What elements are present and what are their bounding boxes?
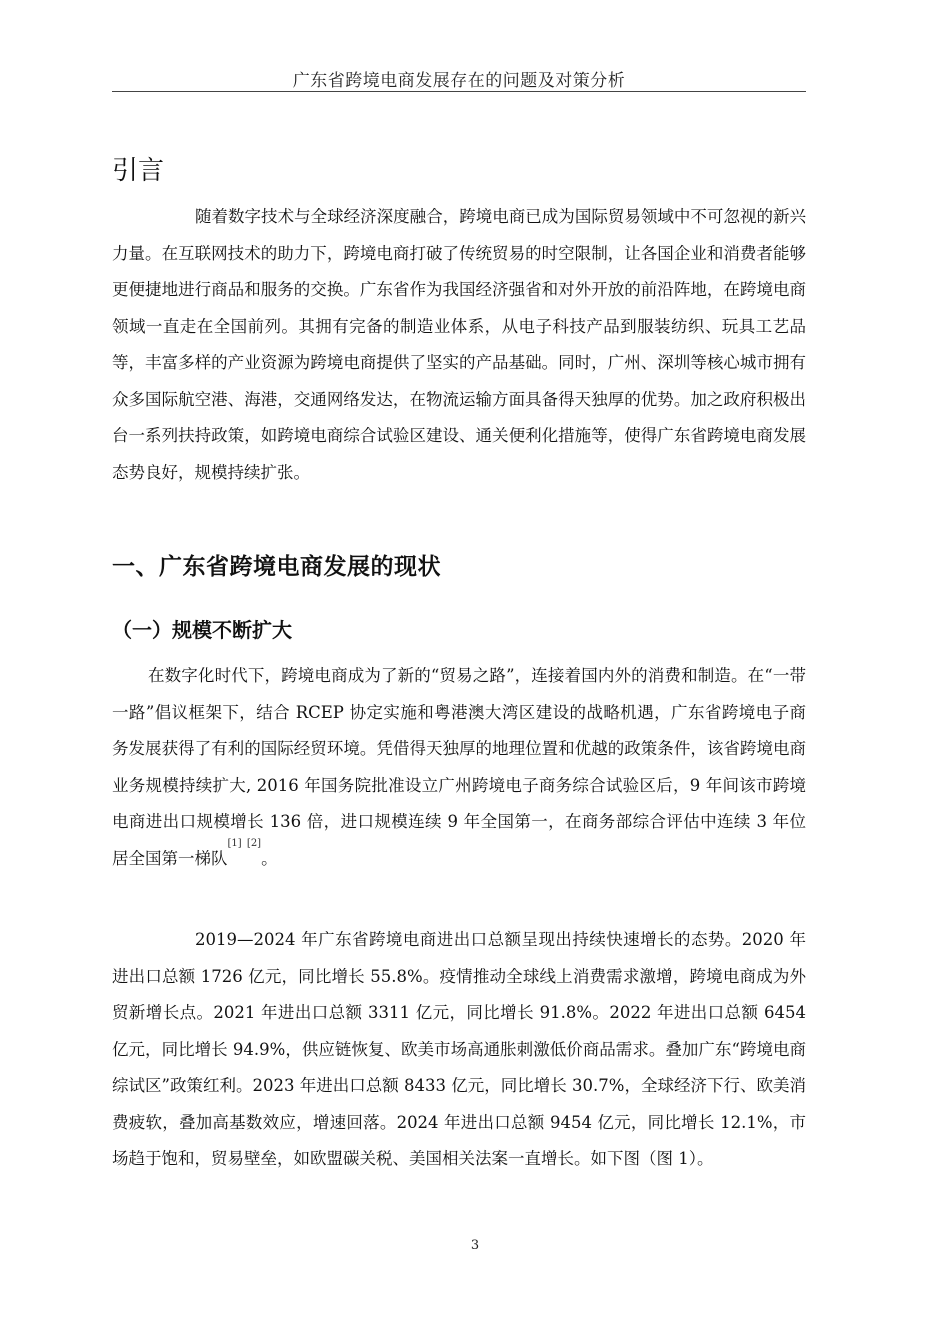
body-paragraph-growth: 2019—2024 年广东省跨境电商进出口总额呈现出持续快速增长的态势。2020 年进出口总额 1726 亿元，同比增长 55.8%。疫情推动全球线上消费需求激增，跨境电商成为外贸新增长点。2021 年进出口总额 3311 亿元，同比增长 91.8%。2022 年进出口总额 6454 亿元，同比增长 94.9%，供应链恢复、欧美市场高通胀刺激低价商品需求。叠加广东“跨境电商综试区”政策红利。2023 年进出口总额 8433 亿元，同比增长 30.7%，全球经济下行、欧美消费疲软，叠加高基数效应，增速回落。2024 年进出口总额 9454 亿元，同比增长 12.1%，市场趋于饱和，贸易壁垒，如欧盟碳关税、美国相关法案一直增长。如下图（图 1）。: [112, 930, 806, 1168]
citation-ref-1[interactable]: [1]: [227, 837, 242, 849]
header-title: 广东省跨境电商发展存在的问题及对策分析: [292, 71, 626, 91]
page-number: 3: [470, 1238, 480, 1253]
paragraph-text: 在数字化时代下，跨境电商成为了新的“贸易之路”，连接着国内外的消费和制造。在“一带一路”倡议框架下，结合 RCEP 协定实施和粤港澳大湾区建设的战略机遇，广东省跨境电子商务发展获得了有利的国际经贸环境。凭借得天独厚的地理位置和优越的政策条件，该省跨境电商业务规模持续扩大, 2016 年国务院批准设立广州跨境电子商务综合试验区后，9 年间该市跨境电商进出口规模增长 136 倍，进口规模连续 9 年全国第一，在商务部综合评估中连续 3 年位居全国第一梯队: [112, 666, 806, 868]
citation-ref-2[interactable]: [2]: [246, 837, 262, 849]
paragraph-end: 。: [261, 848, 278, 868]
intro-paragraph: 随着数字技术与全球经济深度融合，跨境电商已成为国际贸易领域中不可忽视的新兴力量。在互联网技术的助力下，跨境电商打破了传统贸易的时空限制，让各国企业和消费者能够更便捷地进行商品和服务的交换。广东省作为我国经济强省和对外开放的前沿阵地，在跨境电商领域一直走在全国前列。其拥有完备的制造业体系，从电子科技产品到服装纺织、玩具工艺品等，丰富多样的产业资源为跨境电商提供了坚实的产品基础。同时，广州、深圳等核心城市拥有众多国际航空港、海港，交通网络发达，在物流运输方面具备得天独厚的优势。加之政府积极出台一系列扶持政策，如跨境电商综合试验区建设、通关便利化措施等，使得广东省跨境电商发展态势良好，规模持续扩张。: [112, 207, 806, 482]
body-paragraph-scale: [112, 658, 806, 877]
header-divider: [112, 91, 806, 92]
intro-heading: 引言: [112, 156, 165, 186]
section-heading: 一、广东省跨境电商发展的现状: [112, 554, 441, 580]
subsection-heading: （一）规模不断扩大: [112, 618, 292, 642]
